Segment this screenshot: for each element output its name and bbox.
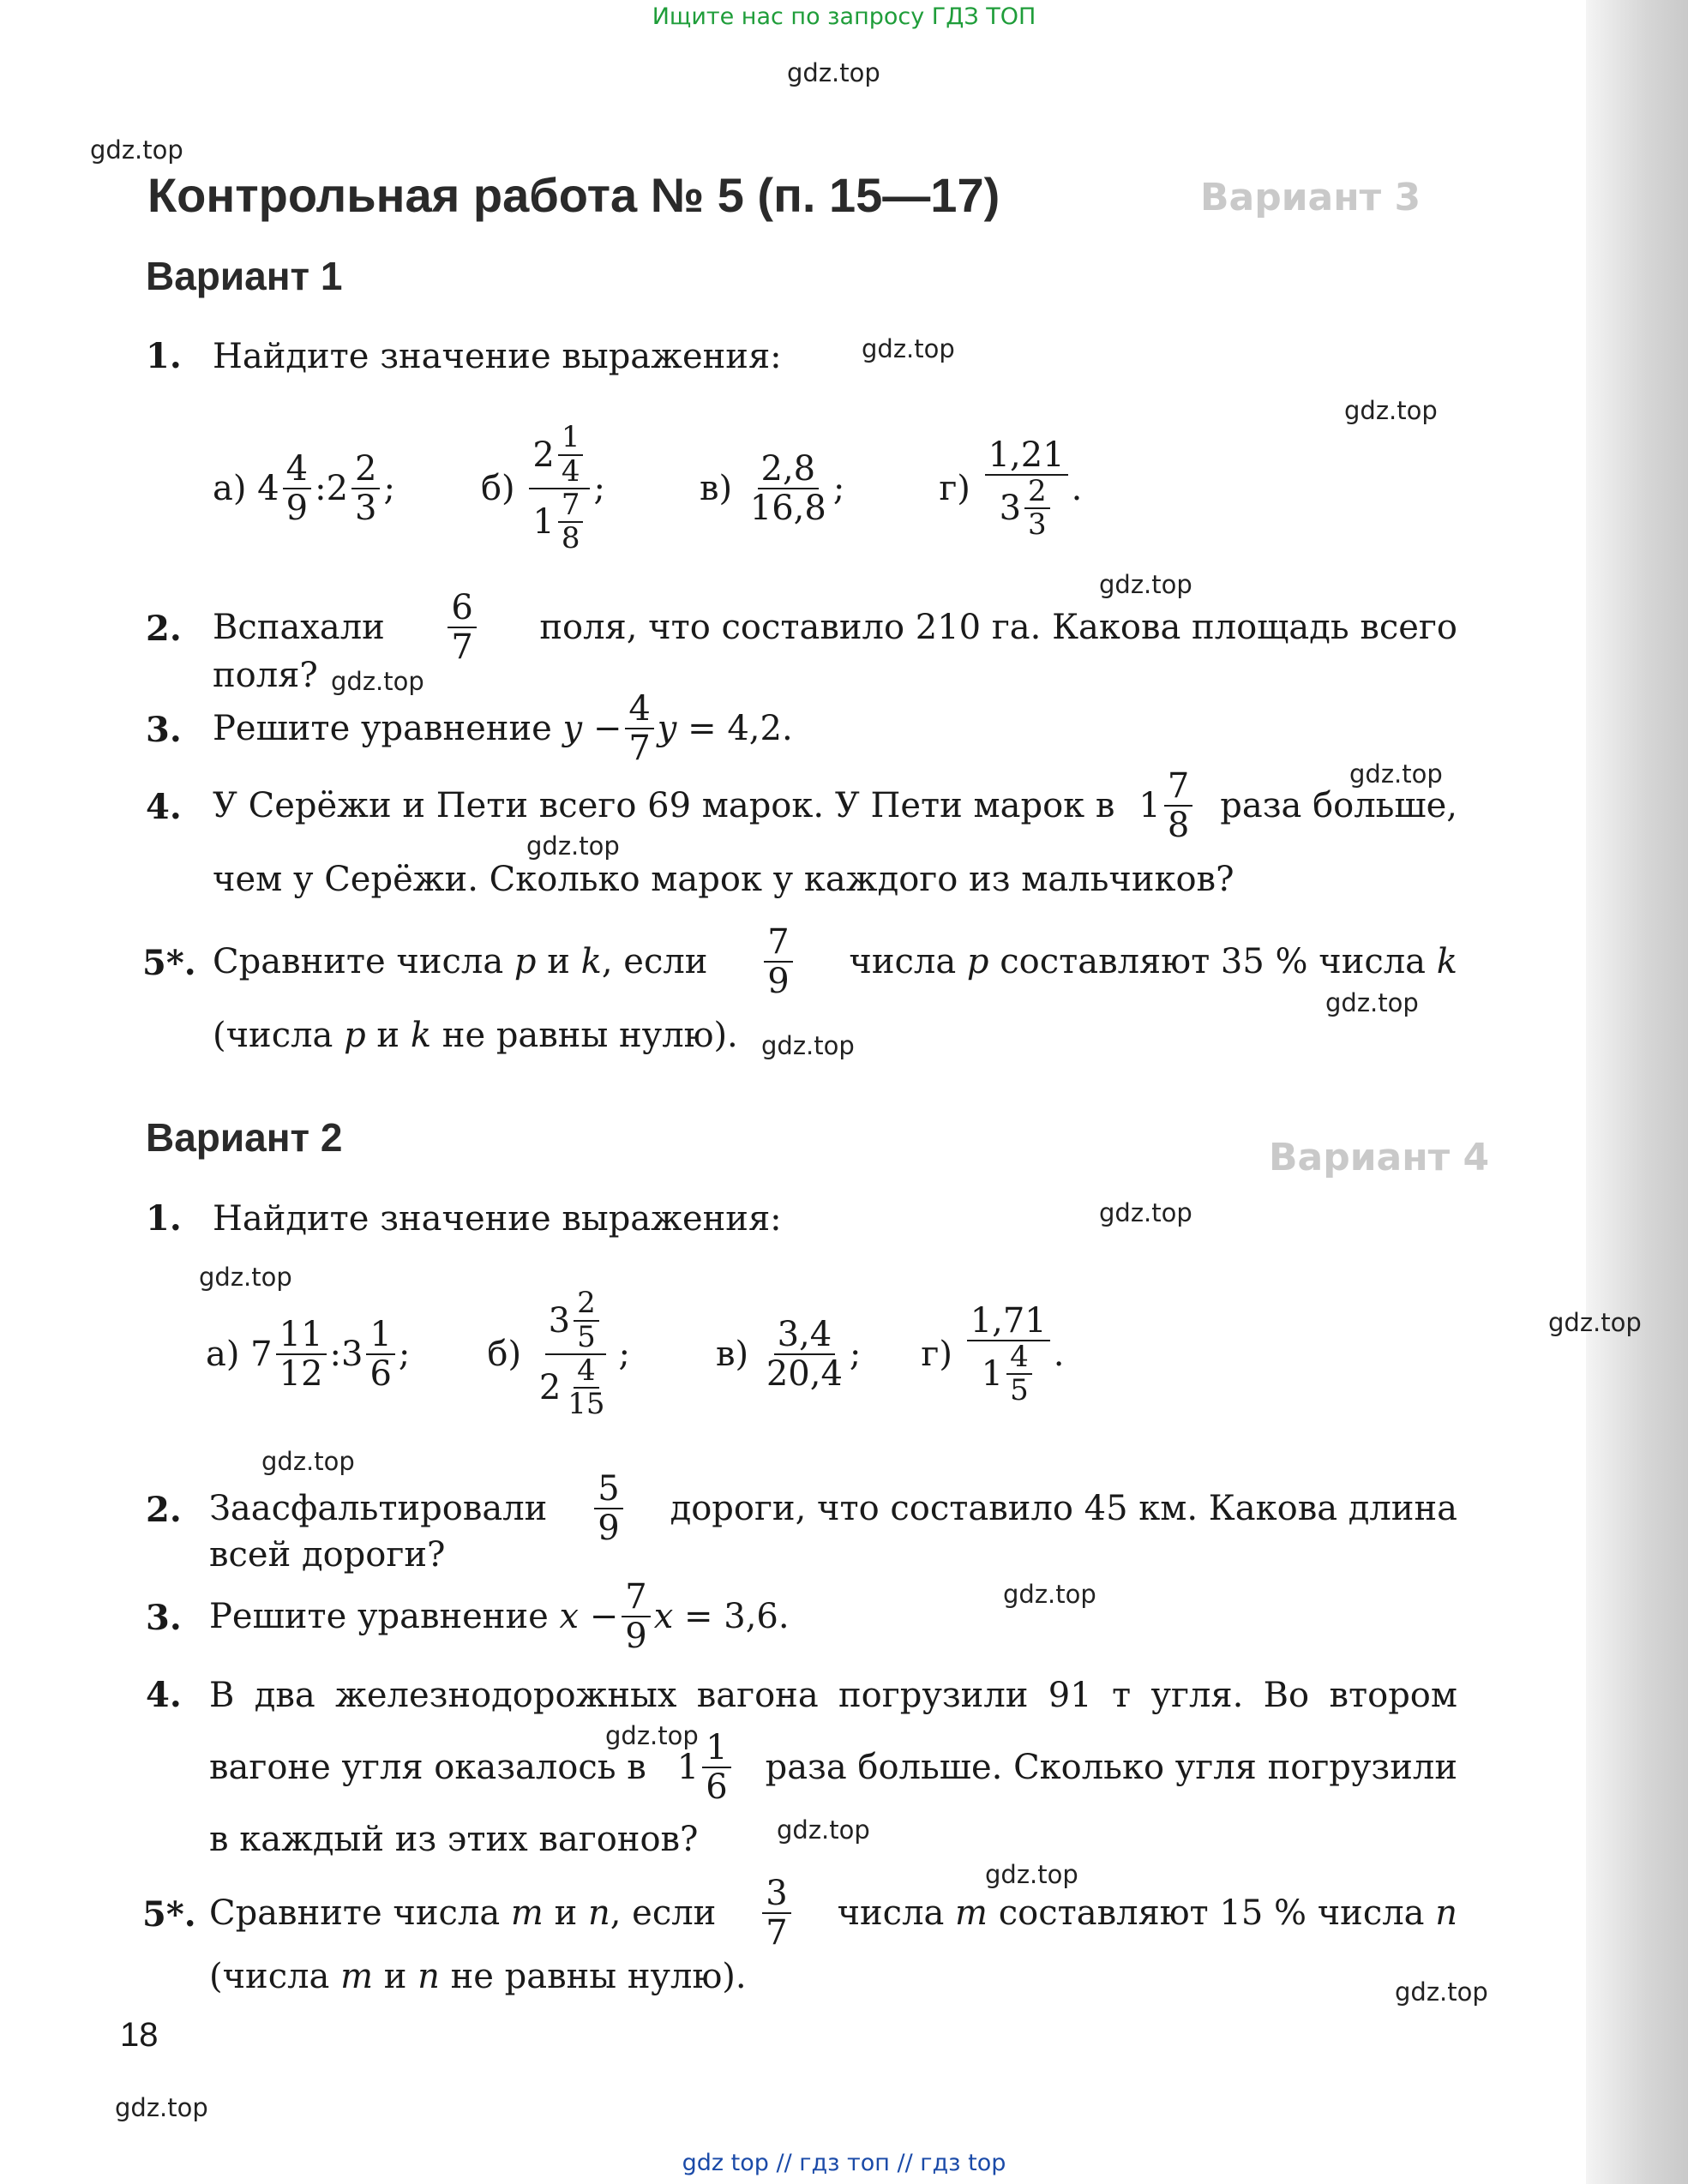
text-part: составляют 15 % числа (998, 1893, 1425, 1933)
variable: n (587, 1893, 610, 1933)
fraction (448, 589, 476, 666)
denominator: 7 (766, 1913, 788, 1953)
task-text: Найдите значение выражения: (213, 1199, 782, 1239)
denominator: 6 (706, 1767, 728, 1807)
top-banner[interactable]: Ищите нас по запросу ГДЗ ТОП (652, 3, 1036, 30)
item-label: в) (716, 1335, 749, 1374)
text-part: Решите уравнение (213, 709, 552, 748)
text-part: числа (837, 1893, 945, 1933)
text-part: (числа (213, 1016, 333, 1055)
text-part: составляют 35 % числа (1000, 942, 1427, 981)
expression-row (206, 1269, 1064, 1440)
denominator: 7 (451, 627, 473, 667)
numerator: 6 (448, 589, 476, 628)
watermark: gdz.top (199, 1263, 292, 1292)
denominator: 9 (598, 1509, 620, 1548)
numerator: 3,4 (774, 1316, 836, 1355)
task-text (209, 1870, 1457, 1956)
watermark: gdz.top (1395, 1977, 1488, 2007)
mixed-number (257, 450, 315, 527)
variable: p (344, 1016, 366, 1055)
denominator: 8 (561, 521, 580, 556)
watermark: gdz.top (331, 667, 424, 696)
denominator: 15 (568, 1387, 605, 1422)
watermark: gdz.top (787, 58, 880, 87)
watermark: gdz.top (1548, 1308, 1642, 1337)
mixed-number (341, 1316, 399, 1393)
numerator: 2 (574, 1287, 599, 1321)
task-number: 4. (146, 1675, 182, 1715)
numerator: 7 (558, 489, 584, 523)
numerator: 1,21 (985, 436, 1068, 476)
task-number: 2. (146, 1490, 182, 1530)
item-label: г) (939, 469, 970, 508)
text-part: не равны нулю). (442, 1016, 738, 1055)
variant-2-title: Вариант 2 (146, 1115, 343, 1160)
watermark: gdz.top (1325, 988, 1419, 1017)
numerator: 2 (351, 450, 380, 489)
complex-fraction (985, 436, 1068, 542)
watermark: gdz.top (90, 135, 183, 165)
watermark: gdz.top (1344, 396, 1438, 425)
denominator: 8 (1167, 806, 1190, 845)
punctuation: ; (398, 1335, 411, 1374)
punctuation: . (1071, 469, 1083, 508)
numerator: 3 (762, 1875, 790, 1914)
task-text (213, 585, 1457, 670)
numerator: 4 (283, 450, 311, 489)
task-text-line2: поля? (213, 656, 318, 695)
text-part: , если (610, 1893, 717, 1933)
mixed-number (250, 1316, 329, 1393)
complex-fraction (529, 422, 590, 555)
task-number: 5*. (142, 1894, 196, 1935)
denominator: 4 (561, 453, 580, 489)
watermark: gdz.top (1349, 759, 1443, 789)
variant-1-title: Вариант 1 (146, 254, 343, 298)
variable: n (417, 1957, 440, 1996)
denominator: 12 (279, 1354, 323, 1394)
punctuation: ; (832, 469, 845, 508)
whole-part: 3 (548, 1300, 571, 1341)
operator: : (329, 1335, 342, 1374)
variable: x (653, 1597, 674, 1636)
variable: n (1435, 1893, 1457, 1933)
mixed-number (1138, 767, 1196, 844)
operator: : (315, 469, 327, 508)
denominator: 16,8 (749, 489, 826, 528)
mixed-number (327, 450, 384, 527)
variable: k (1436, 942, 1457, 981)
punctuation: ; (383, 469, 395, 508)
watermark: gdz.top (761, 1031, 855, 1060)
variable: y (657, 709, 677, 748)
mixed-number (677, 1729, 735, 1806)
watermark: gdz.top (526, 831, 620, 861)
whole-part: 7 (250, 1335, 273, 1374)
denominator: 9 (625, 1617, 647, 1656)
page-title: Контрольная работа № 5 (п. 15—17) (147, 168, 1000, 222)
task-number: 2. (146, 609, 182, 649)
task-text-line3: в каждый из этих вагонов? (209, 1820, 699, 1859)
text-part: поля, что составило 210 га. Какова площадь всего (539, 608, 1457, 647)
text-part: (числа (209, 1957, 330, 1996)
watermark: gdz.top (777, 1815, 870, 1845)
whole-part: 4 (257, 469, 279, 508)
numerator: 1 (558, 422, 584, 455)
task-text (213, 919, 1457, 1005)
numerator: 2,8 (758, 450, 820, 489)
numerator: 11 (276, 1316, 327, 1355)
text-part: и (554, 1893, 578, 1933)
task-text: Найдите значение выражения: (213, 337, 782, 376)
whole-part: 1 (532, 502, 555, 543)
scan-edge-shadow (1586, 0, 1688, 2184)
task-number: 3. (146, 1598, 182, 1638)
whole-part: 2 (532, 435, 555, 475)
item-label: б) (480, 469, 515, 508)
text-part: = 4,2. (688, 709, 793, 748)
task-text-line2 (209, 1956, 747, 1997)
numerator: 7 (622, 1578, 650, 1617)
task-text-line2: чем у Серёжи. Сколько марок у каждого из мальчиков? (213, 860, 1234, 899)
bottom-banner[interactable]: gdz top // гдз топ // гдз top (682, 2150, 1006, 2176)
task-text-line2: всей дороги? (209, 1535, 446, 1575)
watermark: gdz.top (605, 1721, 699, 1750)
punctuation: ; (849, 1335, 862, 1374)
task-text (209, 1574, 790, 1659)
punctuation: ; (618, 1335, 631, 1374)
text-part: Сравните числа (209, 1893, 501, 1933)
text-part: вагоне угля оказалось в (209, 1748, 646, 1787)
text-part: и (376, 1016, 400, 1055)
task-text (213, 686, 793, 771)
fraction (747, 450, 830, 527)
text-part: , если (601, 942, 708, 981)
text-part: У Серёжи и Пети всего 69 марок. У Пети марок в (213, 786, 1115, 825)
text-part: раза больше. Сколько угля погрузили (765, 1748, 1457, 1787)
text-part: раза больше, (1220, 786, 1457, 825)
text-part: и (547, 942, 570, 981)
denominator: 9 (767, 962, 790, 1001)
item-label: б) (487, 1335, 522, 1374)
text-part: Сравните числа (213, 942, 504, 981)
fraction (763, 1316, 846, 1393)
variable: y (562, 709, 583, 748)
watermark: gdz.top (862, 334, 955, 363)
variable: x (559, 1597, 580, 1636)
watermark: gdz.top (261, 1447, 355, 1476)
denominator: 5 (1010, 1373, 1029, 1407)
fraction (764, 923, 792, 1000)
numerator: 1,71 (967, 1302, 1050, 1341)
item-label: г) (921, 1335, 952, 1374)
whole-part: 1 (981, 1354, 1004, 1394)
task-number: 3. (146, 710, 182, 750)
watermark: gdz.top (1099, 570, 1192, 599)
variable: k (580, 942, 602, 981)
complex-fraction (967, 1302, 1050, 1407)
bleed-through: Вариант 3 (1200, 176, 1421, 219)
whole-part: 1 (1138, 786, 1161, 825)
variable: m (955, 1893, 988, 1933)
text-part: не равны нулю). (450, 1957, 747, 1996)
item-label: а) (206, 1335, 240, 1374)
whole-part: 3 (341, 1335, 363, 1374)
text-part: Заасфальтировали (209, 1489, 548, 1528)
complex-fraction (536, 1287, 616, 1421)
variable: p (514, 942, 537, 981)
fraction (625, 690, 653, 767)
watermark: gdz.top (985, 1860, 1078, 1889)
whole-part: 1 (676, 1748, 700, 1787)
whole-part: 3 (999, 489, 1022, 528)
denominator: 20,4 (766, 1354, 843, 1394)
numerator: 7 (1164, 767, 1192, 807)
denominator: 3 (1028, 507, 1047, 542)
watermark: gdz.top (1003, 1580, 1096, 1609)
task-text-line1: В два железнодорожных вагона погрузили 91 т угля. Во втором (209, 1676, 1457, 1715)
task-text-line2 (213, 1015, 738, 1056)
watermark: gdz.top (115, 2093, 208, 2122)
text-part: числа (849, 942, 957, 981)
denominator: 6 (369, 1354, 392, 1394)
numerator: 1 (366, 1316, 394, 1355)
operator: − (589, 1597, 619, 1636)
variable: m (340, 1957, 374, 1996)
punctuation: . (1053, 1335, 1065, 1374)
numerator: 4 (1006, 1341, 1032, 1375)
watermark: gdz.top (1099, 1198, 1192, 1227)
fraction (594, 1470, 622, 1547)
task-number: 1. (146, 336, 182, 376)
variable: p (966, 942, 989, 981)
text-part: и (383, 1957, 407, 1996)
fraction (762, 1875, 790, 1952)
page-number: 18 (120, 2016, 159, 2054)
task-text-line2 (209, 1725, 1457, 1810)
whole-part: 2 (538, 1368, 562, 1408)
bleed-through: Вариант 4 (1269, 1136, 1490, 1179)
denominator: 7 (628, 729, 651, 768)
numerator: 4 (625, 690, 653, 729)
numerator: 7 (764, 923, 792, 963)
variable: k (410, 1016, 432, 1055)
numerator: 1 (702, 1729, 730, 1768)
task-number: 1. (146, 1198, 182, 1239)
item-label: в) (699, 469, 733, 508)
text-part: Решите уравнение (209, 1597, 549, 1636)
text-part: Вспахали (213, 608, 385, 647)
operator: − (592, 709, 622, 748)
task-number: 4. (146, 787, 182, 827)
text-part: дороги, что составило 45 км. Какова длина (670, 1489, 1457, 1528)
numerator: 5 (594, 1470, 622, 1509)
expression-row (213, 403, 1082, 574)
punctuation: ; (593, 469, 605, 508)
variable: m (510, 1893, 544, 1933)
task-text (213, 763, 1457, 849)
whole-part: 2 (326, 469, 349, 508)
denominator: 9 (285, 489, 309, 528)
fraction (622, 1578, 650, 1655)
item-label: а) (213, 469, 247, 508)
denominator: 3 (355, 489, 377, 528)
text-part: = 3,6. (684, 1597, 790, 1636)
task-number: 5*. (142, 943, 196, 983)
numerator: 2 (1024, 476, 1050, 509)
numerator: 4 (574, 1355, 599, 1389)
denominator: 5 (577, 1319, 596, 1354)
